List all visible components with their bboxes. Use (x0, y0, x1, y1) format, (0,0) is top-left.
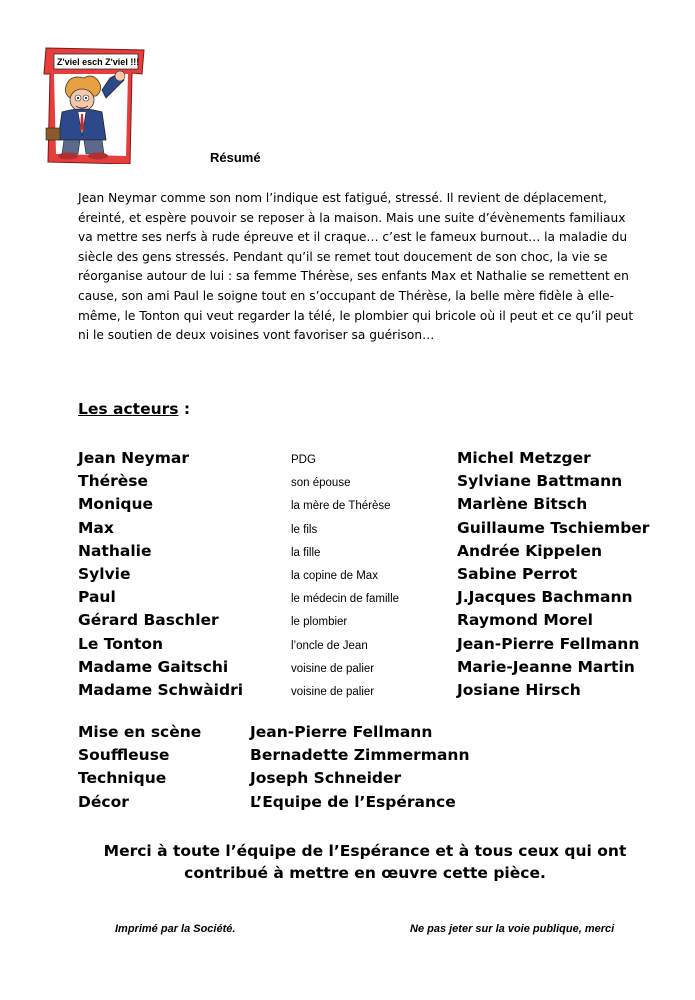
actor-name: Jean-Pierre Fellmann (457, 634, 640, 653)
character-name: Le Tonton (78, 634, 164, 653)
cast-list (78, 449, 678, 704)
cast-row (78, 681, 678, 704)
crew-person: Joseph Schneider (250, 769, 402, 788)
cast-row (78, 588, 678, 611)
stressed-man-illustration (40, 44, 148, 164)
actor-name: Michel Metzger (457, 449, 591, 467)
character-role: voisine de palier (291, 662, 375, 675)
footer-litter-notice: Ne pas jeter sur la voie publique, merci (410, 923, 615, 935)
cast-row (78, 519, 678, 542)
crew-person: Bernadette Zimmermann (250, 746, 470, 765)
crew-job: Décor (78, 792, 129, 811)
character-name: Thérèse (78, 472, 149, 491)
cast-row (78, 658, 678, 681)
character-name: Jean Neymar (78, 449, 190, 467)
crew-row (78, 793, 678, 816)
crew-job: Souffleuse (78, 746, 170, 765)
cast-row (78, 542, 678, 565)
thanks-message: Merci à toute l’équipe de l’Espérance et à tous ceux qui ont contribué à mettre en œuvre cette pièce. (103, 842, 627, 882)
character-name: Paul (78, 588, 116, 607)
actors-heading-label: Les acteurs (78, 400, 179, 418)
character-role: voisine de palier (291, 685, 375, 698)
character-role: la copine de Max (291, 569, 378, 582)
actors-heading-colon: : (178, 400, 191, 418)
crew-row (78, 746, 678, 769)
character-role: l’oncle de Jean (291, 639, 368, 652)
actor-name: Guillaume Tschiember (457, 518, 650, 537)
character-role: son épouse (291, 477, 351, 490)
crew-person: Jean-Pierre Fellmann (250, 723, 433, 741)
cast-row (78, 495, 678, 518)
actor-name: Josiane Hirsch (457, 680, 581, 699)
resume-title: Résumé (210, 150, 261, 165)
character-name: Max (78, 518, 114, 537)
crew-list (78, 723, 678, 816)
character-name: Gérard Baschler (78, 611, 219, 630)
crew-row (78, 723, 678, 746)
actor-name: Marie-Jeanne Martin (457, 657, 635, 676)
stressed-man-logo (40, 44, 148, 164)
character-name: Madame Gaitschi (78, 657, 229, 676)
crew-job: Mise en scène (78, 723, 202, 741)
cast-row (78, 611, 678, 634)
actor-name: Andrée Kippelen (457, 541, 603, 560)
character-role: le médecin de famille (291, 593, 400, 606)
character-name: Nathalie (78, 541, 152, 560)
character-role: le fils (291, 523, 318, 536)
actor-name: Sylviane Battmann (457, 472, 623, 491)
cast-row (78, 449, 678, 472)
character-name: Monique (78, 495, 154, 514)
logo-sign-text: Z'viel esch Z'viel !!! (57, 57, 140, 67)
crew-person: L’Equipe de l’Espérance (250, 792, 456, 811)
actors-heading (78, 400, 190, 418)
actor-name: J.Jacques Bachmann (457, 588, 633, 607)
character-role: le plombier (291, 616, 348, 629)
character-name: Madame Schwàidri (78, 680, 244, 699)
footer-printed-by: Imprimé par la Société. (115, 923, 236, 935)
actor-name: Sabine Perrot (457, 564, 578, 583)
actor-name: Marlène Bitsch (457, 495, 588, 514)
character-name: Sylvie (78, 564, 131, 583)
cast-row (78, 635, 678, 658)
actor-name: Raymond Morel (457, 611, 593, 630)
character-role: PDG (291, 454, 316, 466)
character-role: la mère de Thérèse (291, 500, 391, 513)
resume-text: Jean Neymar comme son nom l’indique est fatigué, stressé. Il revient de déplacement, éreinté, et espère pouvoir se reposer à la maison. Mais une suite d’évènements familiaux va mettre ses nerfs à rude épreuve et il craque… c’est le fameux burnout… la maladie du siècle des gens stressés. Pendant qu’il se remet tout doucement de son choc, la vie se réorganise autour de lui : sa femme Thérèse, ses enfants Max et Nathalie se remettent en cause, son ami Paul le soigne tout en s’occupant de Thérèse, la belle mère fidèle à elle-même, le Tonton qui veut regarder la télé, le plombier qui bricole où il peut et ce qu’il peut ni le soutien de deux voisines vont favoriser sa guérison… (78, 191, 634, 343)
crew-row (78, 769, 678, 792)
cast-row (78, 472, 678, 495)
crew-job: Technique (78, 769, 167, 788)
cast-row (78, 565, 678, 588)
character-role: la fille (291, 546, 321, 559)
